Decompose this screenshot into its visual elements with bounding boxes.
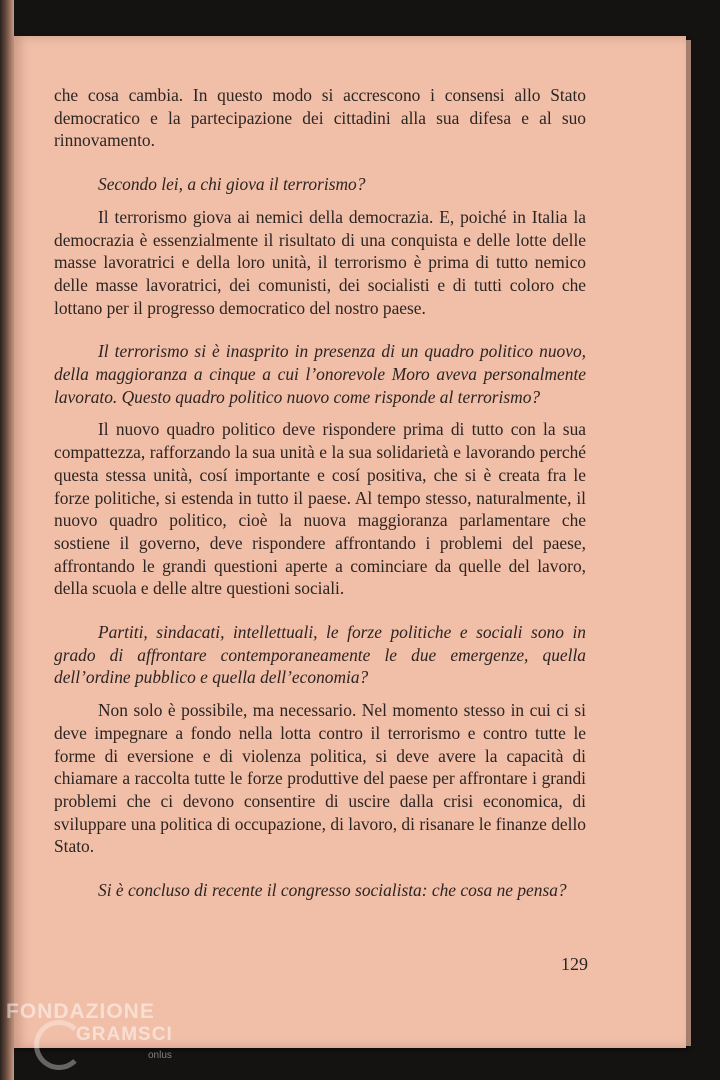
page-text <box>54 84 586 912</box>
interview-question: Partiti, sindacati, intellettuali, le forze politiche e sociali sono in grado di affrontare contemporaneamente le due emergenze, quella dell’ordine pubblico e quella dell’economia? <box>54 622 586 688</box>
interview-question: Si è concluso di recente il congresso socialista: che cosa ne pensa? <box>98 880 567 901</box>
watermark-logo <box>6 998 186 1068</box>
interview-question: Il terrorismo si è inasprito in presenza di un quadro politico nuovo, della maggioranza a cinque a cui l’onorevole Moro aveva personalmente lavorato. Questo quadro politico nuovo come risponde al terrorismo? <box>54 341 586 407</box>
paragraph-continuation: che cosa cambia. In questo modo si accrescono i consensi allo Stato democratico e la partecipazione dei cittadini alla sua difesa e al suo rinnovamento. <box>54 85 586 151</box>
page-edge <box>686 40 691 1046</box>
watermark-line3: onlus <box>148 1050 172 1061</box>
interview-answer: Il terrorismo giova ai nemici della democrazia. E, poiché in Italia la democrazia è essenzialmente il risultato di una conquista e delle lotte delle masse lavoratrici e della loro unità, il terrorismo è prima di tutto nemico delle masse lavoratrici, dei comunisti, dei socialisti e di tutti coloro che lottano per il progresso democratico del nostro paese. <box>54 206 586 318</box>
interview-answer: Il nuovo quadro politico deve rispondere prima di tutto con la sua compattezza, rafforzando la sua unità e la sua solidarietà e lavorando perché questa stessa unità, cosí importante e cosí positiva, che si è creata fra le forze politiche, si estenda in tutto il paese. Al tempo stesso, naturalmente, il nuovo quadro politico, cioè la nuova maggioranza parlamentare che sostiene il governo, deve rispondere affrontando i problemi del paese, affrontando le grandi questioni aperte a cominciare da quelle del lavoro, della scuola e delle altre questioni sociali. <box>54 419 586 599</box>
watermark-line2: GRAMSCI <box>76 1024 173 1045</box>
watermark-line1: FONDAZIONE <box>6 1000 155 1023</box>
interview-answer: Non solo è possibile, ma necessario. Nel momento stesso in cui ci si deve impegnare a fondo nella lotta contro il terrorismo e contro tutte le forme di eversione e di violenza politica, si deve avere la capacità di chiamare a raccolta tutte le forze produttive del paese per affrontare i grandi problemi che ci devono consentire di uscire dalla crisi economica, di sviluppare una politica di occupazione, di lavoro, di risanare le finanze dello Stato. <box>54 700 586 857</box>
book-spine <box>0 0 14 1080</box>
interview-question: Secondo lei, a chi giova il terrorismo? <box>98 174 366 195</box>
page-number: 129 <box>561 954 588 974</box>
